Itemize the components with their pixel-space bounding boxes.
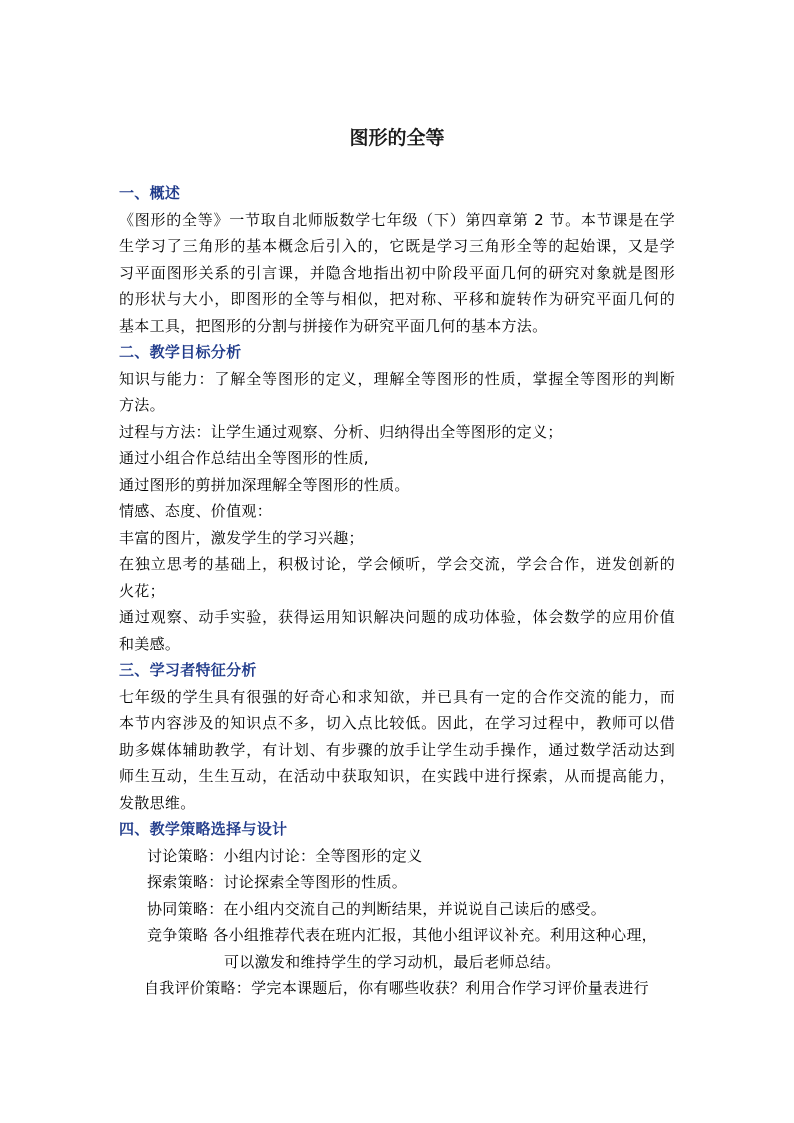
section-heading-overview: 一、概述 — [119, 184, 181, 202]
paragraph-line: 习平面图形关系的引言课，并隐含地指出初中阶段平面几何的研究对象就是图形 — [119, 263, 675, 282]
paragraph-line: 通过图形的剪拼加深理解全等图形的性质。 — [119, 475, 410, 494]
paragraph-line: 方法。 — [119, 396, 165, 414]
paragraph-line: 助多媒体辅助教学，有计划、有步骤的放手让学生动手操作，通过数学活动达到 — [119, 740, 675, 759]
section-heading-learners: 三、学习者特征分析 — [119, 661, 257, 679]
section-heading-strategy: 四、教学策略选择与设计 — [119, 820, 288, 838]
paragraph-line: 的形状与大小，即图形的全等与相似，把对称、平移和旋转作为研究平面几何的 — [119, 290, 675, 308]
paragraph-line: 情感、态度、价值观： — [119, 502, 273, 520]
paragraph-line: 丰富的图片，激发学生的学习兴趣； — [119, 528, 364, 547]
paragraph-line: 师生互动，生生互动，在活动中获取知识，在实践中进行探索，从而提高能力， — [119, 767, 675, 785]
paragraph-line: 火花； — [119, 581, 165, 600]
paragraph-line: 过程与方法：让学生通过观察、分析、归纳得出全等图形的定义； — [119, 422, 563, 441]
paragraph-line: 知识与能力：了解全等图形的定义，理解全等图形的性质，掌握全等图形的判断 — [119, 369, 675, 388]
strategy-line: 可以激发和维持学生的学习动机，最后老师总结。 — [224, 952, 561, 971]
paragraph-line: 《图形的全等》一节取自北师版数学七年级（下）第四章第 2 节。本节课是在学 — [119, 210, 675, 229]
strategy-line: 探索策略：讨论探索全等图形的性质。 — [147, 873, 408, 891]
document-body — [119, 180, 675, 1002]
paragraph-line: 发散思维。 — [119, 793, 196, 812]
paragraph-line: 本节内容涉及的知识点不多，切入点比较低。因此，在学习过程中，教师可以借 — [119, 714, 675, 732]
strategy-line: 竞争策略 各小组推荐代表在班内汇报，其他小组评议补充。利用这种心理， — [147, 926, 657, 944]
paragraph-line: 通过小组合作总结出全等图形的性质, — [119, 449, 369, 467]
paragraph-line: 七年级的学生具有很强的好奇心和求知欲，并已具有一定的合作交流的能力，而 — [119, 687, 675, 706]
paragraph-line: 在独立思考的基础上，积极讨论，学会倾听，学会交流，学会合作，迸发创新的 — [119, 555, 675, 573]
strategy-line: 自我评价策略：学完本课题后，你有哪些收获？利用合作学习评价量表进行 — [144, 979, 649, 997]
paragraph-line: 生学习了三角形的基本概念后引入的，它既是学习三角形全等的起始课，又是学 — [119, 237, 675, 255]
paragraph-line: 通过观察、动手实验，获得运用知识解决问题的成功体验，体会数学的应用价值 — [119, 608, 675, 626]
paragraph-line: 和美感。 — [119, 634, 181, 653]
document-title: 图形的全等 — [349, 127, 445, 149]
strategy-line: 讨论策略：小组内讨论：全等图形的定义 — [147, 846, 423, 865]
strategy-line: 协同策略：在小组内交流自己的判断结果，并说说自己读后的感受。 — [147, 899, 607, 918]
paragraph-line: 基本工具，把图形的分割与拼接作为研究平面几何的基本方法。 — [119, 316, 548, 335]
section-heading-objectives: 二、教学目标分析 — [119, 343, 242, 361]
